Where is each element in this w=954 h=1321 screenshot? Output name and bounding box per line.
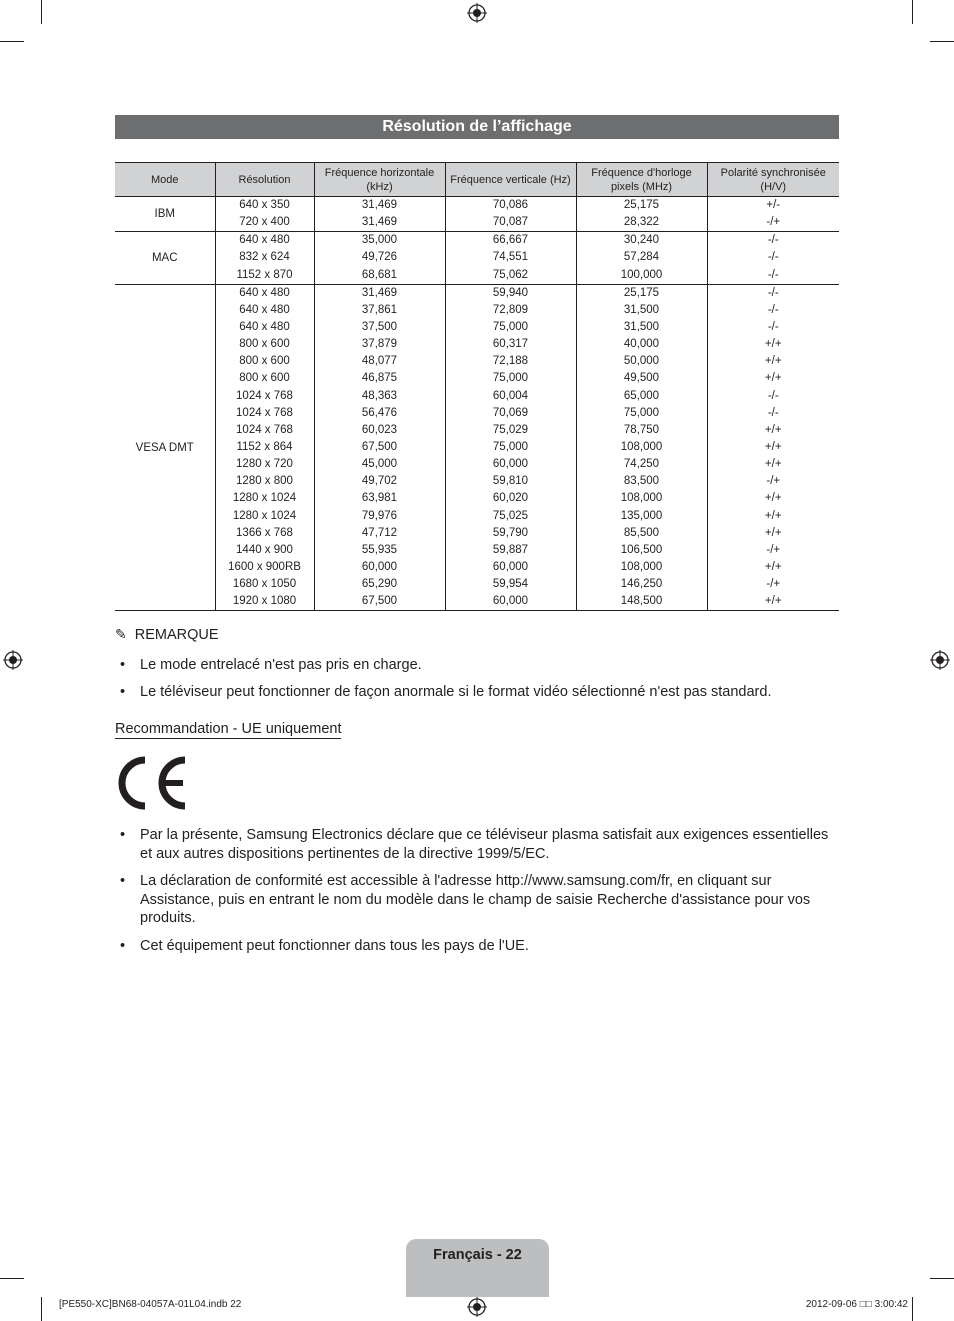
page-number-tab: Français - 22 <box>406 1239 549 1297</box>
cell-value: 31,500 <box>623 320 660 333</box>
mode-cell: VESA DMT <box>115 284 215 611</box>
cell-value: 60,000 <box>361 560 398 573</box>
value-cell <box>314 284 445 611</box>
cell-value: 72,809 <box>492 303 529 316</box>
crop-mark <box>0 1278 24 1279</box>
table-row <box>115 197 839 232</box>
cell-value: 60,023 <box>361 423 398 436</box>
cell-value: 832 x 624 <box>239 251 290 264</box>
cell-value: +/+ <box>764 338 782 351</box>
cell-value: 48,363 <box>361 389 398 402</box>
value-cell <box>215 197 314 232</box>
cell-value: 800 x 600 <box>239 372 290 385</box>
cell-value: 640 x 480 <box>239 303 290 316</box>
cell-value: 31,500 <box>623 303 660 316</box>
cell-value: 60,000 <box>492 560 529 573</box>
cell-value: 50,000 <box>623 355 660 368</box>
pencil-note-icon: ✎ <box>115 626 127 642</box>
cell-value: 85,500 <box>623 526 660 539</box>
cell-value: 67,500 <box>361 595 398 608</box>
cell-value: 108,000 <box>620 492 663 505</box>
cell-value: -/+ <box>766 543 781 556</box>
cell-value: 68,681 <box>361 268 398 281</box>
cell-value: 59,954 <box>492 578 529 591</box>
recommendation-title: Recommandation - UE uniquement <box>115 721 342 737</box>
recommendation-list <box>115 826 839 963</box>
cell-value: 1024 x 768 <box>236 389 293 402</box>
cell-value: +/+ <box>764 372 782 385</box>
cell-value: 640 x 480 <box>239 286 290 299</box>
value-cell <box>576 232 707 284</box>
value-cell <box>314 232 445 284</box>
column-header: Fréquence horizontale (kHz) <box>314 163 445 197</box>
cell-value: 25,175 <box>623 199 660 211</box>
cell-value: 75,025 <box>492 509 529 522</box>
cell-value: 49,726 <box>361 251 398 264</box>
column-header: Fréquence d'horloge pixels (MHz) <box>576 163 707 197</box>
cell-value: -/+ <box>766 578 781 591</box>
cell-value: +/+ <box>764 595 782 608</box>
list-item: • Le téléviseur peut fonctionner de façon anormale si le format vidéo sélectionné n'est pas standard. <box>120 683 772 700</box>
cell-value: 1024 x 768 <box>236 423 293 436</box>
cell-value: -/- <box>767 406 779 419</box>
cell-value: -/- <box>767 320 779 333</box>
cell-value: 72,188 <box>492 355 529 368</box>
cell-value: 1152 x 864 <box>236 440 293 453</box>
date-slug: 2012-09-06 □□ 3:00:42 <box>805 1299 908 1310</box>
cell-value: 46,875 <box>361 372 398 385</box>
cell-value: 28,322 <box>623 216 660 229</box>
registration-mark-icon <box>467 1297 487 1317</box>
cell-value: 108,000 <box>620 560 663 573</box>
cell-value: 800 x 600 <box>239 338 290 351</box>
value-cell <box>445 232 576 284</box>
crop-mark <box>930 1278 954 1279</box>
cell-value: 65,000 <box>623 389 660 402</box>
cell-value: 1920 x 1080 <box>232 595 297 608</box>
cell-value: -/- <box>767 234 779 247</box>
cell-value: 59,790 <box>492 526 529 539</box>
cell-value: 49,500 <box>623 372 660 385</box>
cell-value: 25,175 <box>623 286 660 299</box>
cell-value: +/+ <box>764 560 782 573</box>
mode-cell: MAC <box>115 232 215 284</box>
cell-value: 56,476 <box>361 406 398 419</box>
cell-value: 60,000 <box>492 458 529 471</box>
cell-value: 78,750 <box>623 423 660 436</box>
cell-value: 83,500 <box>623 475 660 488</box>
column-header: Résolution <box>215 163 314 197</box>
cell-value: 720 x 400 <box>239 216 290 229</box>
column-header: Polarité synchronisée (H/V) <box>707 163 839 197</box>
cell-value: +/- <box>766 199 781 211</box>
cell-value: 60,020 <box>492 492 529 505</box>
value-cell <box>215 284 314 611</box>
cell-value: 59,940 <box>492 286 529 299</box>
cell-value: 55,935 <box>361 543 398 556</box>
cell-value: +/+ <box>764 526 782 539</box>
cell-value: 70,069 <box>492 406 529 419</box>
cell-value: 1280 x 800 <box>236 475 293 488</box>
cell-value: 60,317 <box>492 338 529 351</box>
cell-value: 31,469 <box>361 199 398 211</box>
cell-value: 74,250 <box>623 458 660 471</box>
cell-value: 37,500 <box>361 320 398 333</box>
cell-value: 108,000 <box>620 440 663 453</box>
cell-value: 63,981 <box>361 492 398 505</box>
note-heading: ✎ REMARQUE <box>115 626 219 643</box>
registration-mark-icon <box>3 650 23 670</box>
cell-value: 75,000 <box>492 372 529 385</box>
cell-value: 31,469 <box>361 286 398 299</box>
value-cell <box>314 197 445 232</box>
cell-value: 30,240 <box>623 234 660 247</box>
cell-value: 1440 x 900 <box>236 543 293 556</box>
value-cell <box>445 197 576 232</box>
column-header: Mode <box>115 163 215 197</box>
cell-value: 640 x 350 <box>239 199 290 211</box>
cell-value: -/- <box>767 303 779 316</box>
list-item: • Par la présente, Samsung Electronics déclare que ce téléviseur plasma satisfait aux exigences essentielles et aux autres dispositions pertinentes de la directive 1999/5/EC. <box>120 827 829 862</box>
cell-value: 1024 x 768 <box>236 406 293 419</box>
cell-value: 1600 x 900RB <box>228 560 301 573</box>
crop-mark <box>912 0 913 24</box>
cell-value: 1280 x 1024 <box>232 509 297 522</box>
cell-value: 1280 x 1024 <box>232 492 297 505</box>
value-cell <box>576 197 707 232</box>
crop-mark <box>41 1297 42 1321</box>
cell-value: 47,712 <box>361 526 398 539</box>
cell-value: 40,000 <box>623 338 660 351</box>
cell-value: 70,086 <box>492 199 529 211</box>
cell-value: +/+ <box>764 440 782 453</box>
crop-mark <box>0 41 24 42</box>
cell-value: 800 x 600 <box>239 355 290 368</box>
cell-value: 67,500 <box>361 440 398 453</box>
cell-value: 60,000 <box>492 595 529 608</box>
cell-value: 1366 x 768 <box>236 526 293 539</box>
value-cell <box>707 197 839 232</box>
cell-value: 60,004 <box>492 389 529 402</box>
cell-value: +/+ <box>764 458 782 471</box>
crop-mark <box>912 1297 913 1321</box>
list-item: • Cet équipement peut fonctionner dans tous les pays de l'UE. <box>120 937 529 954</box>
cell-value: 1680 x 1050 <box>232 578 297 591</box>
cell-value: 640 x 480 <box>239 234 290 247</box>
cell-value: 37,879 <box>361 338 398 351</box>
table-header-row <box>115 163 839 197</box>
cell-value: -/- <box>767 286 779 299</box>
cell-value: 49,702 <box>361 475 398 488</box>
cell-value: 45,000 <box>361 458 398 471</box>
cell-value: 106,500 <box>620 543 663 556</box>
cell-value: -/+ <box>766 216 781 229</box>
cell-value: 74,551 <box>492 251 529 264</box>
file-slug: [PE550-XC]BN68-04057A-01L04.indb 22 <box>59 1299 242 1310</box>
cell-value: 640 x 480 <box>239 320 290 333</box>
cell-value: 75,029 <box>492 423 529 436</box>
cell-value: 66,667 <box>492 234 529 247</box>
cell-value: 57,284 <box>623 251 660 264</box>
section-title: Résolution de l’affichage <box>115 115 839 139</box>
cell-value: 59,810 <box>492 475 529 488</box>
crop-mark <box>930 41 954 42</box>
list-item: • Le mode entrelacé n'est pas pris en charge. <box>120 657 422 673</box>
column-header: Fréquence verticale (Hz) <box>445 163 576 197</box>
cell-value: 148,500 <box>620 595 663 608</box>
cell-value: +/+ <box>764 509 782 522</box>
value-cell <box>215 232 314 284</box>
cell-value: 75,000 <box>492 320 529 333</box>
value-cell <box>707 284 839 611</box>
mode-cell: IBM <box>115 197 215 232</box>
value-cell <box>445 284 576 611</box>
cell-value: 35,000 <box>361 234 398 247</box>
cell-value: 75,000 <box>492 440 529 453</box>
resolution-table <box>115 162 839 611</box>
cell-value: 37,861 <box>361 303 398 316</box>
cell-value: +/+ <box>764 355 782 368</box>
value-cell <box>707 232 839 284</box>
note-list <box>115 656 839 709</box>
list-item: • La déclaration de conformité est accessible à l'adresse http://www.samsung.com/fr, en cliquant sur Assistance, puis en entrant le nom du modèle dans le champ de saisie Recherche d'assistance pour vos produits. <box>120 873 811 926</box>
cell-value: -/- <box>767 389 779 402</box>
cell-value: 75,000 <box>623 406 660 419</box>
cell-value: 1152 x 870 <box>236 268 293 281</box>
cell-value: 59,887 <box>492 543 529 556</box>
cell-value: 79,976 <box>361 509 398 522</box>
cell-value: 65,290 <box>361 578 398 591</box>
table-row <box>115 284 839 611</box>
cell-value: 48,077 <box>361 355 398 368</box>
registration-mark-icon <box>930 650 950 670</box>
cell-value: +/+ <box>764 423 782 436</box>
cell-value: 75,062 <box>492 268 529 281</box>
value-cell <box>576 284 707 611</box>
cell-value: 70,087 <box>492 216 529 229</box>
ce-mark-icon <box>115 756 191 815</box>
table-row <box>115 232 839 284</box>
crop-mark <box>41 0 42 24</box>
cell-value: 31,469 <box>361 216 398 229</box>
cell-value: 1280 x 720 <box>236 458 293 471</box>
cell-value: -/+ <box>766 475 781 488</box>
registration-mark-icon <box>467 3 487 23</box>
cell-value: -/- <box>767 268 779 281</box>
cell-value: 135,000 <box>620 509 663 522</box>
cell-value: 100,000 <box>620 268 663 281</box>
cell-value: +/+ <box>764 492 782 505</box>
cell-value: 146,250 <box>620 578 663 591</box>
cell-value: -/- <box>767 251 779 264</box>
